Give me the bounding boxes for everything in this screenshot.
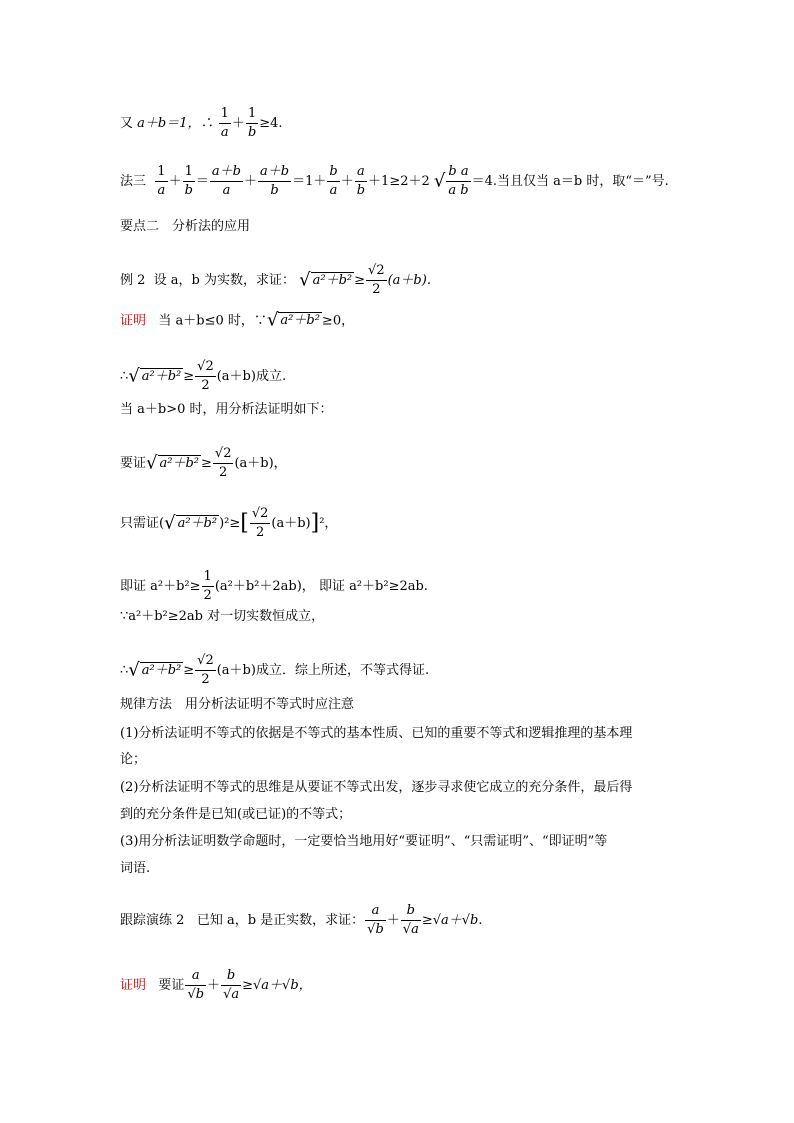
text: 又 bbox=[120, 116, 134, 131]
therefore-line-2: ∴√ a²＋b² ≥ $\frac{√2}{2}$ (a＋b)成立．综上所述，不等式得证. bbox=[120, 653, 430, 687]
text: ≥4. bbox=[259, 116, 283, 131]
fraction: $\frac{1}{a}$ bbox=[220, 106, 229, 140]
rule-line-1: (1)分析法证明不等式的依据是不等式的基本性质、已知的重要不等式和逻辑推理的基本理 bbox=[120, 726, 633, 741]
line-2-method3: 法三 $\frac{1}{a}$ ＋ $\frac{1}{b}$ ＝ $\frac{a+b}{a}$ ＋ $\frac{a+b}{b}$ ＝1＋ $\frac{b}{a}$ ＋ $\frac{a}{b}$ ＋1≥2＋2 √ $\frac{\text{b a}}{\text{a b}}$ ＝4.当且仅当 a＝b 时，取“＝”号. bbox=[120, 164, 669, 198]
sqrt: √ $\frac{\text{b a}}{\text{a b}}$ bbox=[433, 164, 469, 198]
example-2: 例 2 设 a，b 为实数，求证： √ a²＋b² ≥ $\frac{√2}{2}$ (a＋b). bbox=[120, 263, 431, 297]
text-line: 当 a＋b>0 时，用分析法证明如下： bbox=[120, 402, 333, 417]
text: 设 a，b 为实数，求证： bbox=[153, 273, 296, 288]
zhixu-line: 只需证(√ a²＋b² )²≥[ $\frac{√2}{2}$ (a＋b)]²， bbox=[120, 506, 338, 540]
fraction: $\frac{1}{b}$ bbox=[247, 106, 257, 140]
therefore-line-1: ∴√ a²＋b² ≥ $\frac{√2}{2}$ (a＋b)成立. bbox=[120, 359, 287, 393]
rule-title: 规律方法 用分析法证明不等式时应注意 bbox=[120, 697, 355, 712]
yaozheng-line: 要证√ a²＋b² ≥ $\frac{√2}{2}$ (a＋b)， bbox=[120, 446, 287, 480]
example-label: 例 2 bbox=[120, 273, 146, 288]
proof-line-1: 证明 当 a＋b≤0 时，∵√ a²＋b² ≥0， bbox=[120, 309, 355, 331]
rule-line-2: 论； bbox=[120, 752, 147, 767]
section-title: 要点二 分析法的应用 bbox=[120, 219, 251, 234]
rule-line-5: (3)用分析法证明数学命题时，一定要恰当地用好“要证明”、“只需证明”、“即证明”等 bbox=[120, 834, 608, 849]
method-label: 法三 bbox=[120, 174, 147, 189]
line-1: 又 a＋b＝1，∴ $\frac{1}{a}$ ＋ $\frac{1}{b}$ ≥4. bbox=[120, 106, 283, 140]
rule-line-3: (2)分析法证明不等式的思维是从要证不等式出发，逐步寻求使它成立的充分条件，最后得 bbox=[120, 780, 633, 795]
jizheng-line: 即证 a²＋b²≥ $\frac{1}{2}$ (a²＋b²＋2ab)， 即证 a²＋b²≥2ab. bbox=[120, 569, 428, 603]
rule-line-6: 词语. bbox=[120, 861, 151, 876]
text: ＝4.当且仅当 a＝b 时，取“＝”号. bbox=[471, 174, 669, 189]
text: 当 a＋b≤0 时，∵ bbox=[158, 313, 267, 329]
practice-2: 跟踪演练 2 已知 a，b 是正实数，求证： $\frac{a}{√b}$ ＋ $\frac{b}{√a}$ ≥√a＋√b. bbox=[120, 903, 483, 937]
text: a＋b＝1，∴ bbox=[137, 116, 214, 131]
proof-label: 证明 bbox=[120, 978, 147, 993]
rule-line-4: 到的充分条件是已知(或已证)的不等式； bbox=[120, 807, 352, 822]
proof-label: 证明 bbox=[120, 313, 147, 329]
because-line: ∵a²＋b²≥2ab 对一切实数恒成立， bbox=[120, 609, 325, 624]
proof-line-2: 证明 要证 $\frac{a}{√b}$ ＋ $\frac{b}{√a}$ ≥√a＋√b， bbox=[120, 968, 312, 1002]
practice-label: 跟踪演练 2 bbox=[120, 913, 185, 928]
